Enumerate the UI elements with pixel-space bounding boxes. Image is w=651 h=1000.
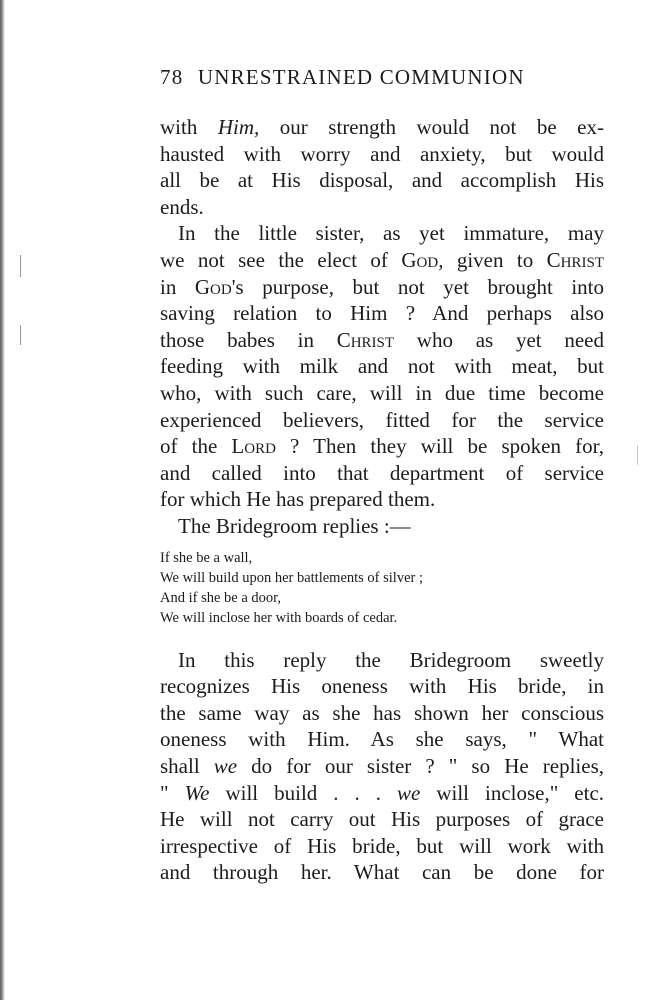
margin-mark [20, 325, 21, 345]
text-line: and called into that department of service [160, 460, 604, 485]
paragraph-4 [160, 647, 604, 886]
text-line: In this reply the Bridegroom sweetly [178, 647, 604, 672]
verse-line: And if she be a door, [160, 590, 282, 607]
verse-quotation [160, 548, 604, 629]
text-line: with Him, our strength would not be ex- [160, 115, 604, 139]
text-line: for which He has prepared them. [160, 487, 436, 512]
paragraph-2 [160, 220, 604, 513]
running-head [160, 62, 604, 92]
page-binding-edge [0, 0, 5, 1000]
text-line: those babes in Christ who as yet need [160, 327, 604, 352]
text-line: The Bridegroom replies :— [178, 513, 411, 538]
text-line: He will not carry out His purposes of grace [160, 807, 604, 832]
running-title: UNRESTRAINED COMMUNION [197, 65, 525, 89]
text-line: ends. [160, 194, 204, 219]
text-line: all be at His disposal, and accomplish His [160, 168, 604, 193]
text-line: feeding with milk and not with meat, but [160, 354, 604, 379]
text-line: oneness with Him. As she says, " What [160, 727, 604, 752]
text-line: shall we do for our sister ? " so He replies, [160, 754, 604, 779]
text-line: in God's purpose, but not yet brought into [160, 274, 605, 299]
text-line: recognizes His oneness with His bride, in [160, 674, 604, 699]
text-line: irrespective of His bride, but will work with [160, 833, 604, 858]
verse-line: If she be a wall, [160, 549, 253, 566]
text-line: we not see the elect of God, given to Christ [160, 247, 604, 272]
margin-mark [637, 445, 638, 465]
paragraph-3 [160, 513, 604, 540]
paragraph-1 [160, 114, 604, 220]
text-line: " We will build . . . we will inclose," etc. [160, 780, 605, 805]
margin-mark [20, 255, 21, 277]
text-line: hausted with worry and anxiety, but would [160, 141, 604, 166]
text-line: experienced believers, fitted for the service [160, 407, 604, 432]
verse-line: We will build upon her battlements of silver ; [160, 569, 424, 586]
page-number: 78 [160, 65, 184, 89]
text-line: In the little sister, as yet immature, may [178, 221, 604, 246]
text-line: the same way as she has shown her conscious [160, 700, 604, 725]
text-line: who, with such care, will in due time become [160, 380, 604, 405]
text-line: of the Lord ? Then they will be spoken for, [160, 434, 604, 459]
text-line: and through her. What can be done for [160, 860, 604, 885]
text-line: saving relation to Him ? And perhaps also [160, 301, 604, 326]
book-page [160, 62, 604, 886]
verse-line: We will inclose her with boards of cedar. [160, 610, 398, 627]
